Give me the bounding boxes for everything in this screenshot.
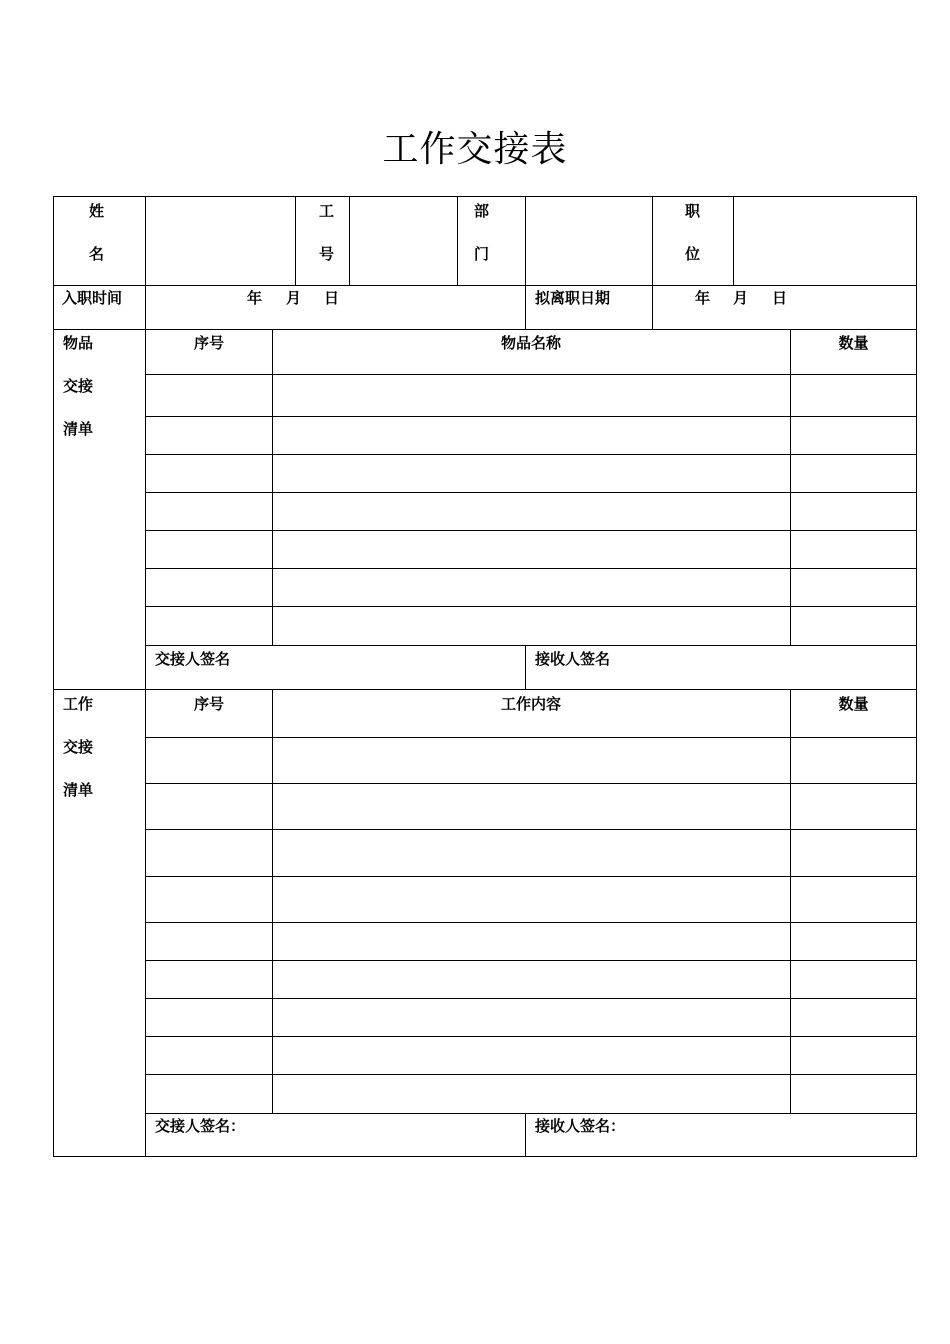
- grid-line-h: [145, 492, 916, 493]
- grid-line-v: [652, 197, 653, 329]
- items-col-qty: 数量: [838, 334, 869, 352]
- items-receiver-sign: 接收人签名: [535, 650, 611, 668]
- grid-line-h: [145, 606, 916, 607]
- dept-label-1: 部: [474, 202, 490, 220]
- grid-line-h: [145, 645, 916, 646]
- work-section-label-1: 工作: [63, 695, 94, 713]
- dept-label-2: 门: [474, 245, 490, 263]
- items-col-index: 序号: [193, 334, 224, 352]
- position-field[interactable]: [733, 197, 917, 285]
- grid-line-v: [525, 1113, 526, 1157]
- work-section-label-2: 交接: [63, 738, 94, 756]
- grid-line-h: [145, 960, 916, 961]
- items-giver-sign: 交接人签名: [155, 650, 231, 668]
- grid-line-v: [525, 645, 526, 689]
- grid-line-v: [272, 329, 273, 645]
- grid-line-v: [272, 689, 273, 1113]
- grid-line-h: [145, 829, 916, 830]
- items-col-name: 物品名称: [500, 334, 561, 352]
- grid-line-v: [457, 197, 458, 285]
- work-giver-sign: 交接人签名：: [155, 1117, 246, 1135]
- grid-line-h: [145, 568, 916, 569]
- handover-form: [53, 196, 917, 1157]
- department-field[interactable]: [526, 197, 652, 285]
- entry-day: 日: [324, 289, 340, 307]
- position-label-2: 位: [685, 245, 701, 263]
- id-label-1: 工: [319, 202, 335, 220]
- grid-line-v: [790, 689, 791, 1113]
- name-label-2: 名: [89, 245, 105, 263]
- grid-line-v: [790, 329, 791, 645]
- leave-date-label: 拟离职日期: [535, 289, 611, 307]
- page-title: 工作交接表: [382, 129, 568, 170]
- name-field[interactable]: [146, 197, 295, 285]
- grid-line-h: [145, 876, 916, 877]
- grid-line-h: [145, 416, 916, 417]
- employee-id-field[interactable]: [350, 197, 457, 285]
- position-label-1: 职: [685, 202, 701, 220]
- grid-line-h: [145, 922, 916, 923]
- work-receiver-sign: 接收人签名：: [535, 1117, 626, 1135]
- items-section-label-1: 物品: [63, 334, 94, 352]
- grid-line-h: [145, 737, 916, 738]
- grid-line-v: [295, 197, 296, 285]
- leave-month: 月: [733, 289, 749, 307]
- grid-line-h: [145, 1036, 916, 1037]
- grid-line-h: [145, 454, 916, 455]
- work-section-label-3: 清单: [63, 781, 94, 799]
- grid-line-h: [145, 374, 916, 375]
- items-section-label-2: 交接: [63, 377, 94, 395]
- work-col-index: 序号: [193, 695, 224, 713]
- grid-line-h: [54, 285, 916, 286]
- work-col-content: 工作内容: [500, 695, 561, 713]
- leave-day: 日: [772, 289, 788, 307]
- entry-date-label: 入职时间: [62, 289, 123, 307]
- grid-line-h: [54, 329, 916, 330]
- id-label-2: 号: [319, 245, 335, 263]
- grid-line-h: [54, 689, 916, 690]
- grid-line-h: [145, 783, 916, 784]
- entry-year: 年: [247, 289, 263, 307]
- leave-year: 年: [695, 289, 711, 307]
- grid-line-h: [145, 530, 916, 531]
- grid-line-h: [145, 1113, 916, 1114]
- name-label-1: 姓: [89, 202, 105, 220]
- work-col-qty: 数量: [838, 695, 869, 713]
- entry-month: 月: [286, 289, 302, 307]
- items-section-label-3: 清单: [63, 420, 94, 438]
- grid-line-h: [145, 1074, 916, 1075]
- grid-line-h: [145, 998, 916, 999]
